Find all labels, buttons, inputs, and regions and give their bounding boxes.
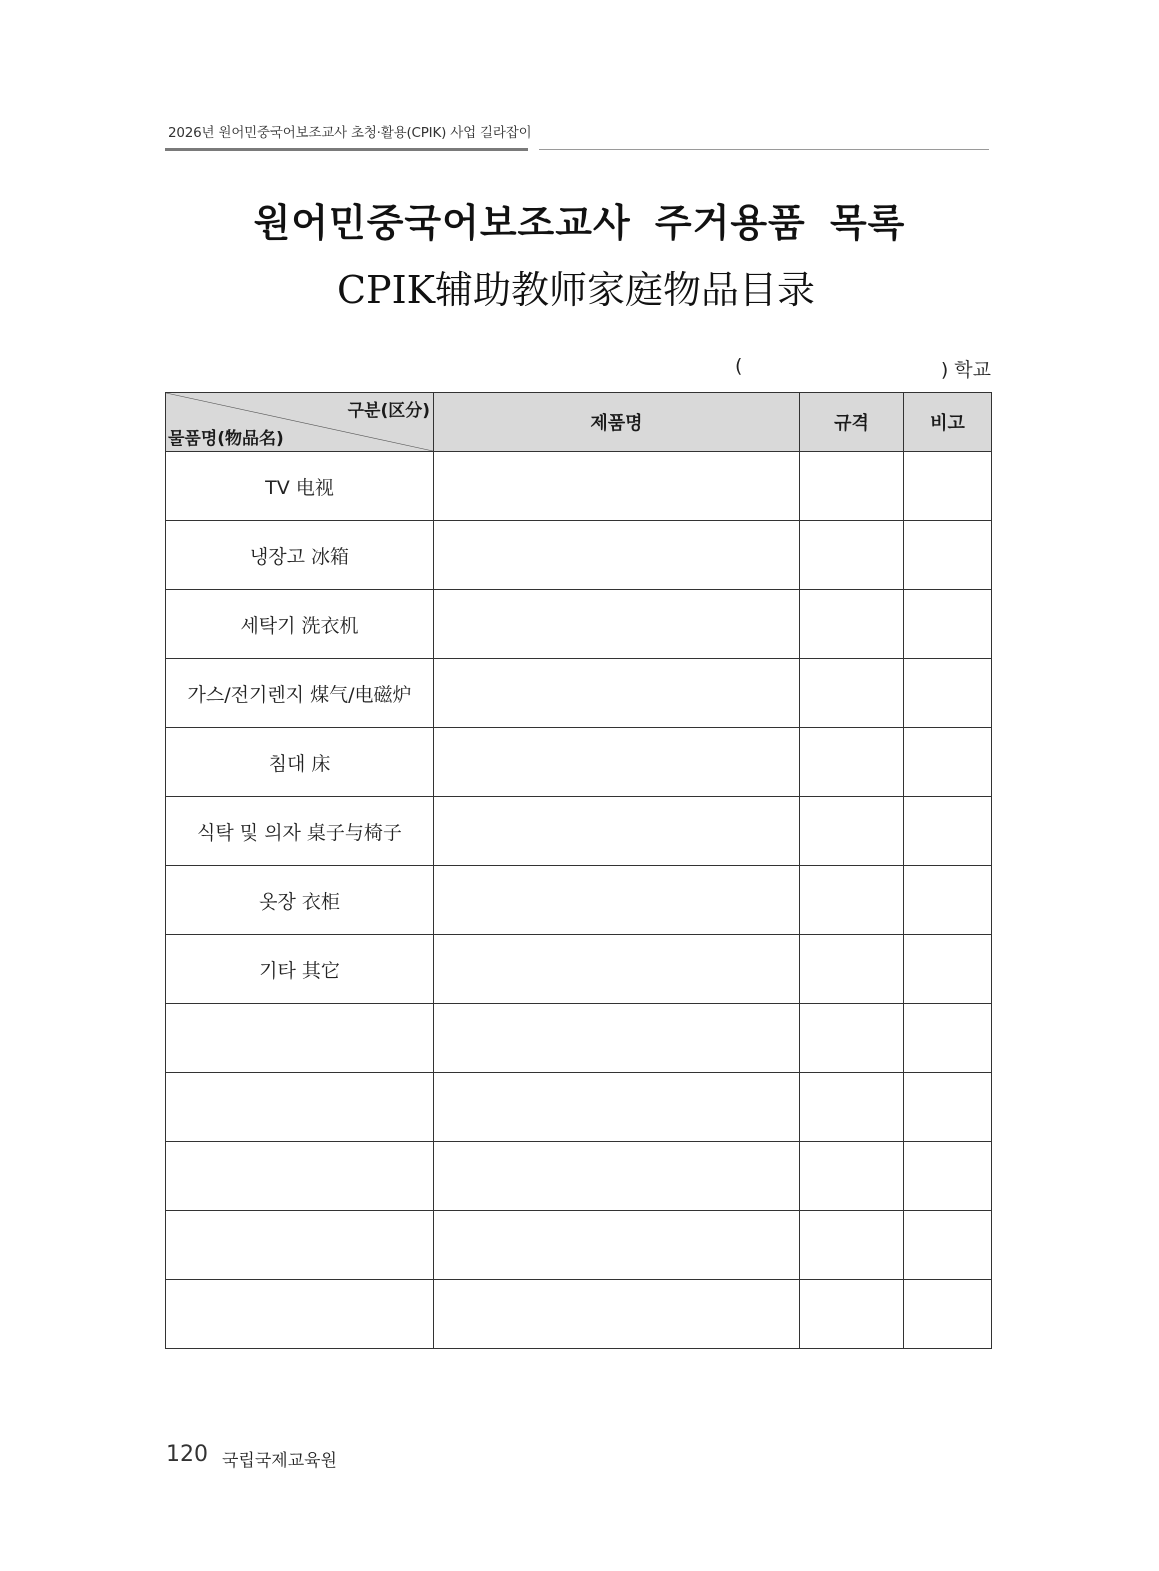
- table-body: [166, 452, 992, 1349]
- remarks-cell[interactable]: [904, 935, 992, 1004]
- specification-cell[interactable]: [800, 797, 904, 866]
- remarks-cell[interactable]: [904, 1280, 992, 1349]
- product-name-cell[interactable]: [434, 659, 800, 728]
- item-name-cell: 침대 床: [166, 728, 434, 797]
- household-items-table: [165, 392, 992, 1349]
- specification-cell[interactable]: [800, 935, 904, 1004]
- specification-cell[interactable]: [800, 1142, 904, 1211]
- remarks-cell[interactable]: [904, 452, 992, 521]
- remarks-header: 비고: [904, 393, 992, 452]
- page-number: 120: [166, 1442, 208, 1467]
- item-name-header: 물품명(物品名): [168, 429, 284, 449]
- item-name-cell: [166, 1280, 434, 1349]
- remarks-cell[interactable]: [904, 866, 992, 935]
- product-name-cell[interactable]: [434, 452, 800, 521]
- product-name-cell[interactable]: [434, 521, 800, 590]
- item-name-cell: 가스/전기렌지 煤气/电磁炉: [166, 659, 434, 728]
- remarks-cell[interactable]: [904, 1004, 992, 1073]
- item-name-cell: 기타 其它: [166, 935, 434, 1004]
- product-name-cell[interactable]: [434, 866, 800, 935]
- table-row: [166, 1004, 992, 1073]
- specification-cell[interactable]: [800, 452, 904, 521]
- remarks-cell[interactable]: [904, 1211, 992, 1280]
- specification-cell[interactable]: [800, 1280, 904, 1349]
- specification-cell[interactable]: [800, 521, 904, 590]
- table-row: [166, 659, 992, 728]
- table-row: [166, 521, 992, 590]
- page-title-korean: 원어민중국어보조교사 주거용품 목록: [253, 201, 906, 245]
- product-name-cell[interactable]: [434, 935, 800, 1004]
- product-name-header: 제품명: [434, 393, 800, 452]
- product-name-cell[interactable]: [434, 1280, 800, 1349]
- product-name-cell[interactable]: [434, 590, 800, 659]
- specification-cell[interactable]: [800, 866, 904, 935]
- item-name-cell: [166, 1073, 434, 1142]
- item-name-cell: [166, 1142, 434, 1211]
- product-name-cell[interactable]: [434, 1211, 800, 1280]
- item-name-cell: 세탁기 洗衣机: [166, 590, 434, 659]
- header-rule-thin: [539, 149, 989, 150]
- product-name-cell[interactable]: [434, 1004, 800, 1073]
- remarks-cell[interactable]: [904, 797, 992, 866]
- product-name-cell[interactable]: [434, 728, 800, 797]
- table-row: [166, 1073, 992, 1142]
- item-name-cell: 식탁 및 의자 桌子与椅子: [166, 797, 434, 866]
- remarks-cell[interactable]: [904, 1073, 992, 1142]
- product-name-cell[interactable]: [434, 797, 800, 866]
- running-header: 2026년 원어민중국어보조교사 초청·활용(CPIK) 사업 길라잡이: [168, 125, 532, 141]
- specification-cell[interactable]: [800, 1004, 904, 1073]
- diagonal-header-cell: [166, 393, 434, 452]
- school-label: ) 학교: [940, 359, 991, 381]
- item-name-cell: 냉장고 冰箱: [166, 521, 434, 590]
- table-row: [166, 797, 992, 866]
- product-name-cell[interactable]: [434, 1073, 800, 1142]
- remarks-cell[interactable]: [904, 1142, 992, 1211]
- specification-header: 규격: [800, 393, 904, 452]
- remarks-cell[interactable]: [904, 590, 992, 659]
- table-row: [166, 452, 992, 521]
- item-name-cell: [166, 1004, 434, 1073]
- school-open-paren: (: [735, 355, 743, 377]
- table-row: [166, 1142, 992, 1211]
- remarks-cell[interactable]: [904, 659, 992, 728]
- product-name-cell[interactable]: [434, 1142, 800, 1211]
- item-name-cell: TV 电视: [166, 452, 434, 521]
- remarks-cell[interactable]: [904, 728, 992, 797]
- table-row: [166, 728, 992, 797]
- table-row: [166, 866, 992, 935]
- table-row: [166, 1280, 992, 1349]
- header-rule-thick: [165, 148, 528, 151]
- remarks-cell[interactable]: [904, 521, 992, 590]
- specification-cell[interactable]: [800, 659, 904, 728]
- table-row: [166, 590, 992, 659]
- page-title-chinese: CPIK辅助教师家庭物品目录: [336, 268, 816, 312]
- specification-cell[interactable]: [800, 590, 904, 659]
- table-row: [166, 1211, 992, 1280]
- specification-cell[interactable]: [800, 1073, 904, 1142]
- category-header: 구분(区分): [347, 401, 430, 421]
- specification-cell[interactable]: [800, 1211, 904, 1280]
- specification-cell[interactable]: [800, 728, 904, 797]
- item-name-cell: 옷장 衣柜: [166, 866, 434, 935]
- organization-name: 국립국제교육원: [222, 1451, 337, 1471]
- item-name-cell: [166, 1211, 434, 1280]
- table-row: [166, 935, 992, 1004]
- table-header-row: [166, 393, 992, 452]
